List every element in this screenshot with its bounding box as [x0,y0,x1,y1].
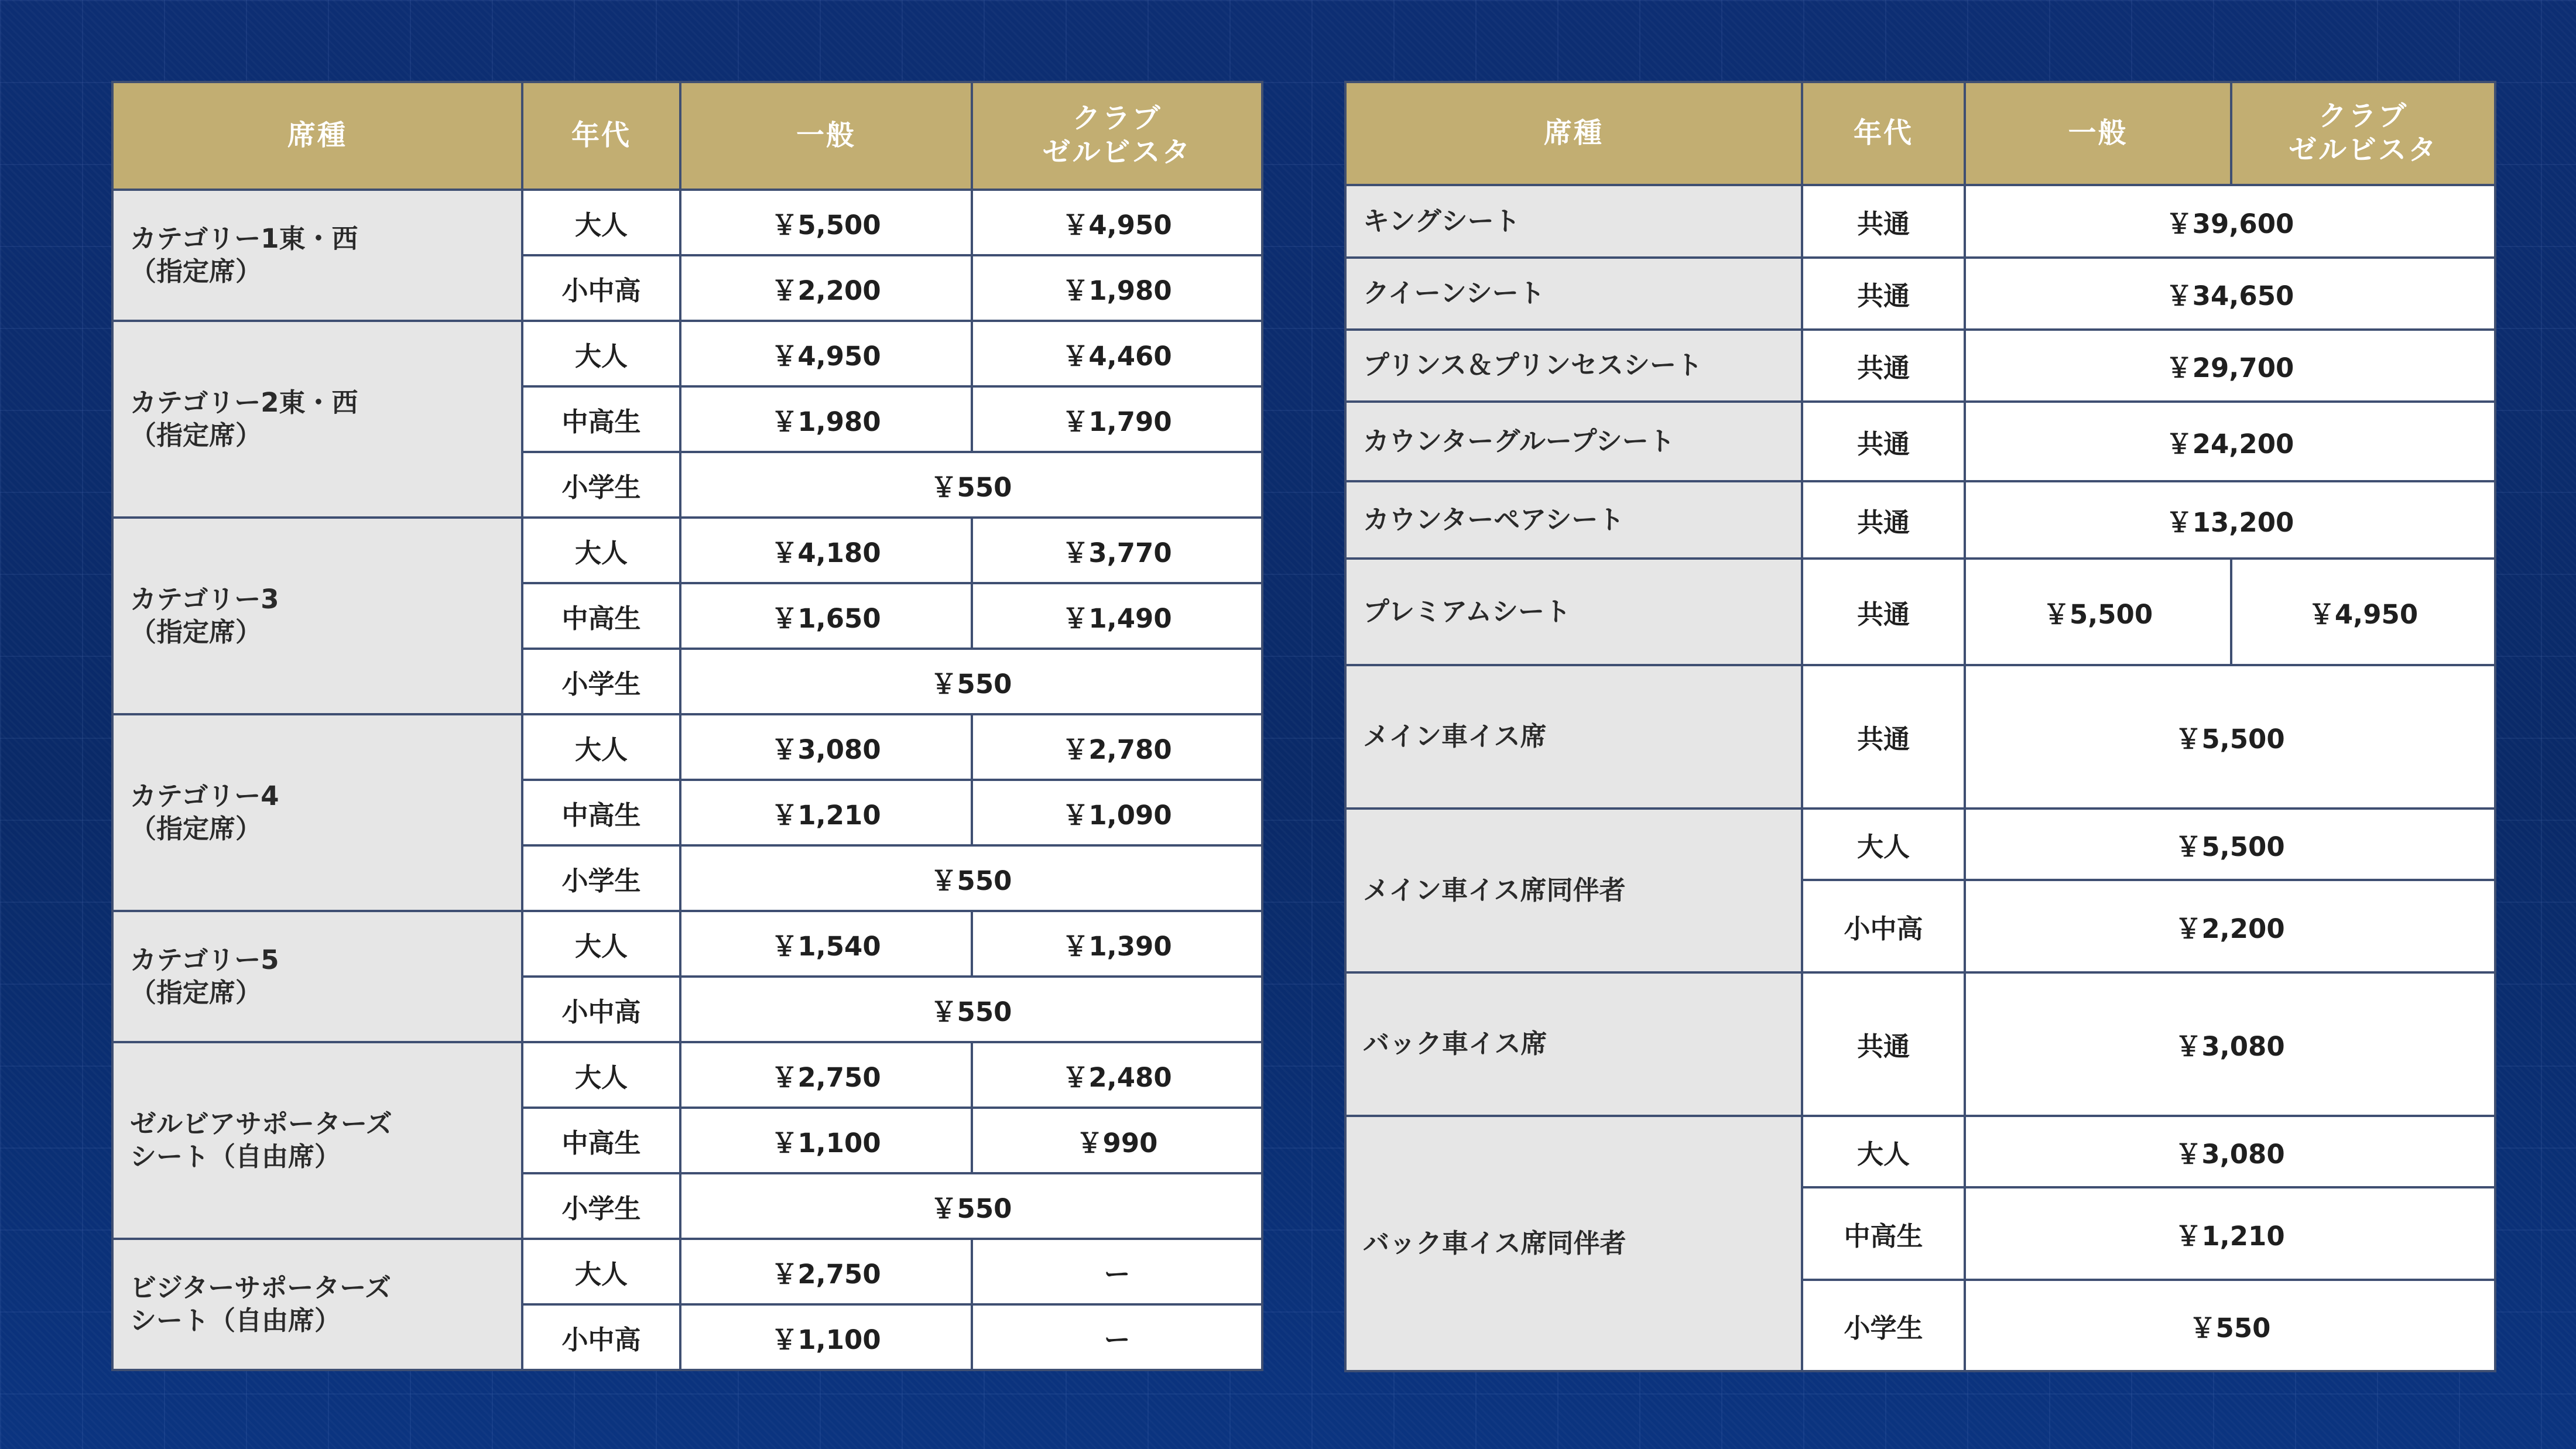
price-cell-merged: ￥1,210 [1965,1187,2495,1280]
price-cell-club: ￥1,090 [972,780,1262,845]
table-row [112,911,1262,977]
price-cell-merged: ￥34,650 [1965,258,2495,330]
price-cell-club: ￥4,460 [972,321,1262,386]
seat-category: プレミアムシート [1345,559,1802,665]
age-cell: 大人 [1802,809,1965,880]
table-row [1345,330,2495,402]
seat-category: プリンス＆プリンセスシート [1345,330,1802,402]
table-row [112,1042,1262,1108]
age-cell: 小学生 [522,452,680,518]
price-cell-merged: ￥24,200 [1965,402,2495,481]
seat-category: メイン車イス席 [1345,665,1802,809]
age-cell: 大人 [522,1042,680,1108]
age-cell: 小学生 [522,649,680,714]
table-row [1345,972,2495,1116]
price-cell-club: ￥1,490 [972,583,1262,649]
table-row [1345,402,2495,481]
price-cell-general: ￥1,100 [680,1304,972,1370]
price-cell-merged: ￥550 [680,845,1262,911]
price-table-left [111,81,1263,1371]
table-row [112,518,1262,583]
table-row [112,190,1262,255]
price-cell-general: ￥4,950 [680,321,972,386]
price-cell-merged: ￥5,500 [1965,665,2495,809]
price-cell-club: ￥1,390 [972,911,1262,977]
price-cell-merged: ￥2,200 [1965,880,2495,972]
seat-category: メイン車イス席同伴者 [1345,809,1802,972]
price-cell-merged: ￥550 [680,977,1262,1042]
table-row [1345,185,2495,258]
age-cell: 共通 [1802,481,1965,559]
price-cell-merged: ￥3,080 [1965,1116,2495,1187]
age-cell: 共通 [1802,330,1965,402]
age-cell: 中高生 [522,1108,680,1173]
price-cell-general: ￥2,750 [680,1239,972,1304]
age-cell: 小中高 [522,1304,680,1370]
price-cell-club: ー [972,1304,1262,1370]
price-cell-merged: ￥13,200 [1965,481,2495,559]
price-cell-general: ￥5,500 [1965,559,2231,665]
age-cell: 大人 [522,518,680,583]
age-cell: 小学生 [522,845,680,911]
price-cell-merged: ￥550 [1965,1280,2495,1371]
age-cell: 共通 [1802,559,1965,665]
age-cell: 小学生 [522,1173,680,1239]
age-cell: 大人 [522,190,680,255]
table-row [112,714,1262,780]
header-club: クラブ ゼルビスタ [972,82,1262,190]
table-row [1345,481,2495,559]
seat-category: バック車イス席同伴者 [1345,1116,1802,1371]
price-cell-general: ￥2,750 [680,1042,972,1108]
age-cell: 大人 [522,714,680,780]
price-cell-merged: ￥5,500 [1965,809,2495,880]
header-club: クラブ ゼルビスタ [2231,82,2495,185]
price-cell-general: ￥5,500 [680,190,972,255]
age-cell: 共通 [1802,185,1965,258]
price-cell-merged: ￥550 [680,452,1262,518]
seat-category: バック車イス席 [1345,972,1802,1116]
seat-category: カテゴリー4 （指定席） [112,714,522,911]
price-cell-general: ￥3,080 [680,714,972,780]
price-cell-club: ￥2,480 [972,1042,1262,1108]
price-cell-merged: ￥550 [680,1173,1262,1239]
table-row [1345,809,2495,880]
header-row [112,82,1262,190]
age-cell: 小中高 [522,255,680,321]
age-cell: 大人 [1802,1116,1965,1187]
header-seat: 席種 [1345,82,1802,185]
price-cell-club: ￥1,790 [972,386,1262,452]
header-row [1345,82,2495,185]
price-cell-club: ￥1,980 [972,255,1262,321]
seat-category: カテゴリー5 （指定席） [112,911,522,1042]
table-row [1345,258,2495,330]
seat-category: カテゴリー3 （指定席） [112,518,522,714]
price-cell-general: ￥4,180 [680,518,972,583]
table-row [112,1239,1262,1304]
price-cell-merged: ￥39,600 [1965,185,2495,258]
price-cell-general: ￥2,200 [680,255,972,321]
header-general: 一般 [1965,82,2231,185]
table-row [1345,665,2495,809]
price-cell-club: ￥4,950 [2231,559,2495,665]
price-cell-merged: ￥550 [680,649,1262,714]
seat-category: キングシート [1345,185,1802,258]
seat-category: ゼルビアサポーターズ シート（自由席） [112,1042,522,1239]
seat-category: カテゴリー2東・西 （指定席） [112,321,522,518]
header-age: 年代 [1802,82,1965,185]
age-cell: 小中高 [522,977,680,1042]
age-cell: 小学生 [1802,1280,1965,1371]
price-cell-general: ￥1,100 [680,1108,972,1173]
price-table-right [1344,81,2496,1372]
price-cell-general: ￥1,540 [680,911,972,977]
age-cell: 中高生 [522,780,680,845]
seat-category: カウンターグループシート [1345,402,1802,481]
seat-category: カテゴリー1東・西 （指定席） [112,190,522,321]
price-cell-club: ￥3,770 [972,518,1262,583]
seat-category: カウンターペアシート [1345,481,1802,559]
age-cell: 中高生 [522,583,680,649]
price-cell-club: ー [972,1239,1262,1304]
age-cell: 共通 [1802,665,1965,809]
age-cell: 共通 [1802,972,1965,1116]
price-cell-merged: ￥3,080 [1965,972,2495,1116]
header-general: 一般 [680,82,972,190]
table-row [112,321,1262,386]
seat-category: クイーンシート [1345,258,1802,330]
age-cell: 小中高 [1802,880,1965,972]
seat-category: ビジターサポーターズ シート（自由席） [112,1239,522,1370]
price-cell-general: ￥1,650 [680,583,972,649]
price-cell-general: ￥1,980 [680,386,972,452]
price-cell-club: ￥4,950 [972,190,1262,255]
table-row [1345,1116,2495,1187]
table-row [1345,559,2495,665]
price-cell-merged: ￥29,700 [1965,330,2495,402]
price-cell-general: ￥1,210 [680,780,972,845]
age-cell: 共通 [1802,402,1965,481]
age-cell: 中高生 [522,386,680,452]
price-cell-club: ￥990 [972,1108,1262,1173]
age-cell: 中高生 [1802,1187,1965,1280]
header-age: 年代 [522,82,680,190]
age-cell: 大人 [522,321,680,386]
age-cell: 共通 [1802,258,1965,330]
header-seat: 席種 [112,82,522,190]
price-cell-club: ￥2,780 [972,714,1262,780]
age-cell: 大人 [522,1239,680,1304]
age-cell: 大人 [522,911,680,977]
